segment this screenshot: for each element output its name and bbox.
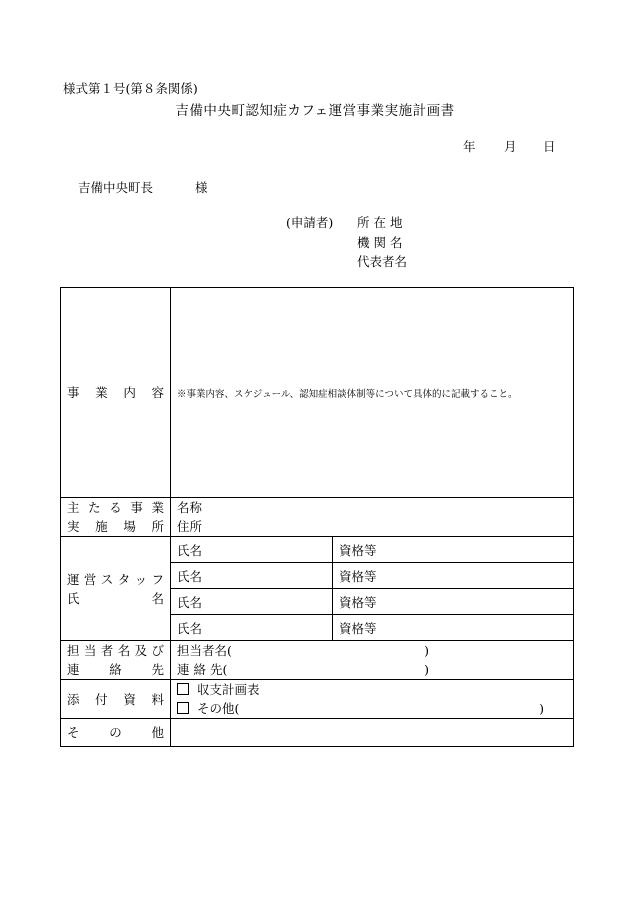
other-attachment-checkbox[interactable]	[177, 702, 189, 714]
applicant-label: (申請者)	[286, 215, 334, 230]
contact-label	[61, 641, 171, 680]
venue-label-line-2: 実施場所	[67, 519, 164, 534]
staff-label-line-1: 運営スタッフ	[67, 571, 164, 587]
honorific: 様	[195, 180, 208, 195]
staff-name-field[interactable]: 氏名	[171, 537, 333, 563]
date-year: 年	[463, 139, 476, 154]
venue-label-line-1: 主たる事業	[67, 500, 164, 515]
date-day: 日	[543, 139, 556, 154]
venue-name-label: 名称	[177, 500, 203, 515]
contact-label-line-1: 担当者名及び	[67, 643, 164, 658]
staff-name-field[interactable]: 氏名	[171, 615, 333, 641]
applicant-representative-label: 代表者名	[357, 254, 408, 269]
addressee: 吉備中央町長	[78, 180, 154, 195]
staff-qualification-field[interactable]: 資格等	[333, 615, 574, 641]
form-number: 様式第１号(第８条関係)	[63, 81, 198, 96]
attachment-row	[61, 680, 574, 719]
attachment-other-close: )	[539, 701, 545, 716]
venue-row	[61, 498, 574, 537]
staff-row	[61, 537, 574, 563]
business-content-note: ※事業内容、スケジュール、認知症相談体制等について具体的に記載すること。	[177, 388, 518, 400]
business-content-label: 事 業 内 容	[61, 288, 171, 498]
date-month: 月	[504, 139, 517, 154]
staff-qualification-field[interactable]: 資格等	[333, 563, 574, 589]
budget-plan-checkbox[interactable]	[177, 683, 189, 695]
venue-field[interactable]	[171, 498, 574, 537]
business-content-row	[61, 288, 574, 498]
other-label: そ の 他	[61, 719, 171, 747]
venue-label	[61, 498, 171, 537]
staff-name-field[interactable]: 氏名	[171, 589, 333, 615]
business-content-field[interactable]	[171, 288, 574, 498]
attachment-other: その他(	[197, 701, 240, 716]
plan-table	[60, 287, 574, 747]
staff-name-field[interactable]: 氏名	[171, 563, 333, 589]
other-row	[61, 719, 574, 747]
contact-info-close: )	[424, 662, 429, 677]
attachment-item	[177, 699, 567, 718]
contact-label-line-2: 連絡先	[67, 662, 164, 677]
other-field[interactable]	[171, 719, 574, 747]
contact-info-label: 連 絡 先(	[177, 662, 228, 677]
attachment-budget-plan: 収支計画表	[197, 682, 260, 697]
applicant-organization-label: 機 関 名	[357, 235, 403, 250]
document-title: 吉備中央町認知症カフェ運営事業実施計画書	[175, 103, 455, 119]
attachment-item	[177, 680, 567, 699]
contact-field[interactable]	[171, 641, 574, 680]
attachment-field	[171, 680, 574, 719]
contact-person-label: 担当者名(	[177, 643, 232, 658]
staff-label-line-2: 氏名	[67, 590, 164, 606]
venue-address-label: 住所	[177, 519, 203, 534]
contact-info-line	[177, 660, 429, 679]
contact-row	[61, 641, 574, 680]
attachment-label: 添 付 資 料	[61, 680, 171, 719]
staff-label	[61, 537, 171, 641]
contact-person-line	[177, 641, 429, 660]
contact-person-close: )	[424, 643, 429, 658]
staff-qualification-field[interactable]: 資格等	[333, 537, 574, 563]
applicant-address-label: 所 在 地	[357, 215, 403, 230]
staff-qualification-field[interactable]: 資格等	[333, 589, 574, 615]
